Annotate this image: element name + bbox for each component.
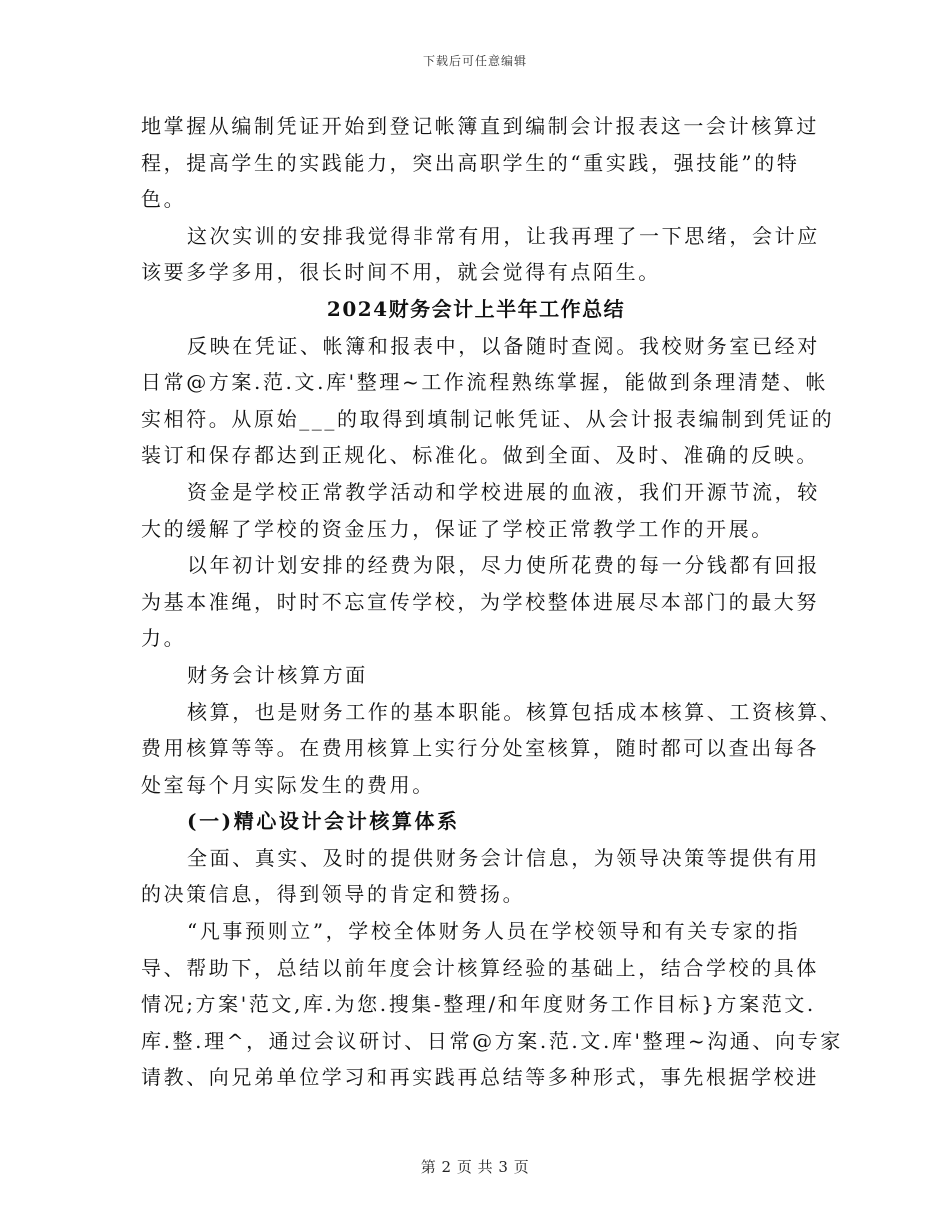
body-line: “凡事预则立”，学校全体财务人员在学校领导和有关专家的指 xyxy=(187,919,801,944)
body-line: 以年初计划安排的经费为限，尽力使所花费的每一分钱都有回报 xyxy=(187,553,820,578)
body-line: 装订和保存都达到正规化、标准化。做到全面、及时、准确的反映。 xyxy=(141,443,819,468)
subheading-bold: (一)精心设计会计核算体系 xyxy=(187,809,460,834)
body-line: 请教、向兄弟单位学习和再实践再总结等多种形式，事先根据学校进 xyxy=(141,1065,819,1090)
body-line: 日常@方案.范.文.库'整理~工作流程熟练掌握，能做到条理清楚、帐 xyxy=(141,370,829,395)
page-header: 下载后可任意编辑 xyxy=(422,54,527,68)
body-line: 大的缓解了学校的资金压力，保证了学校正常教学工作的开展。 xyxy=(141,516,774,541)
document-body xyxy=(141,108,843,1096)
page-number: 第 2 页 共 3 页 xyxy=(420,1158,530,1176)
body-line: 资金是学校正常教学活动和学校进展的血液，我们开源节流，较 xyxy=(187,479,820,504)
body-line: 处室每个月实际发生的费用。 xyxy=(141,772,435,797)
body-line: 程，提高学生的实践能力，突出高职学生的“重实践，强技能”的特 xyxy=(141,150,800,175)
body-line: 力。 xyxy=(141,626,187,651)
body-line: 这次实训的安排我觉得非常有用，让我再理了一下思绪，会计应 xyxy=(187,223,820,248)
body-line: 色。 xyxy=(141,187,187,212)
body-line: 该要多学多用，很长时间不用，就会觉得有点陌生。 xyxy=(141,260,661,285)
subheading: 财务会计核算方面 xyxy=(187,662,368,687)
body-line: 反映在凭证、帐簿和报表中，以备随时查阅。我校财务室已经对 xyxy=(187,333,820,358)
body-line: 情况;方案'范文,库.为您.搜集-整理/和年度财务工作目标}方案范文. xyxy=(141,992,816,1017)
section-title: 2024财务会计上半年工作总结 xyxy=(326,296,626,321)
body-line: 库.整.理^，通过会议研讨、日常@方案.范.文.库'整理~沟通、向专家 xyxy=(141,1028,843,1053)
body-line: 全面、真实、及时的提供财务会计信息，为领导决策等提供有用 xyxy=(187,845,820,870)
body-line: 费用核算等等。在费用核算上实行分处室核算，随时都可以查出每各 xyxy=(141,736,819,761)
body-line: 地掌握从编制凭证开始到登记帐簿直到编制会计报表这一会计核算过 xyxy=(141,114,819,138)
body-line: 的决策信息，得到领导的肯定和赞扬。 xyxy=(141,882,526,907)
body-line: 为基本准绳，时时不忘宣传学校，为学校整体进展尽本部门的最大努 xyxy=(141,589,819,614)
body-line: 导、帮助下，总结以前年度会计核算经验的基础上，结合学校的具体 xyxy=(141,955,819,980)
body-line: 核算，也是财务工作的基本职能。核算包括成本核算、工资核算、 xyxy=(187,699,843,724)
body-line: 实相符。从原始___的取得到填制记帐凭证、从会计报表编制到凭证的 xyxy=(141,406,835,431)
